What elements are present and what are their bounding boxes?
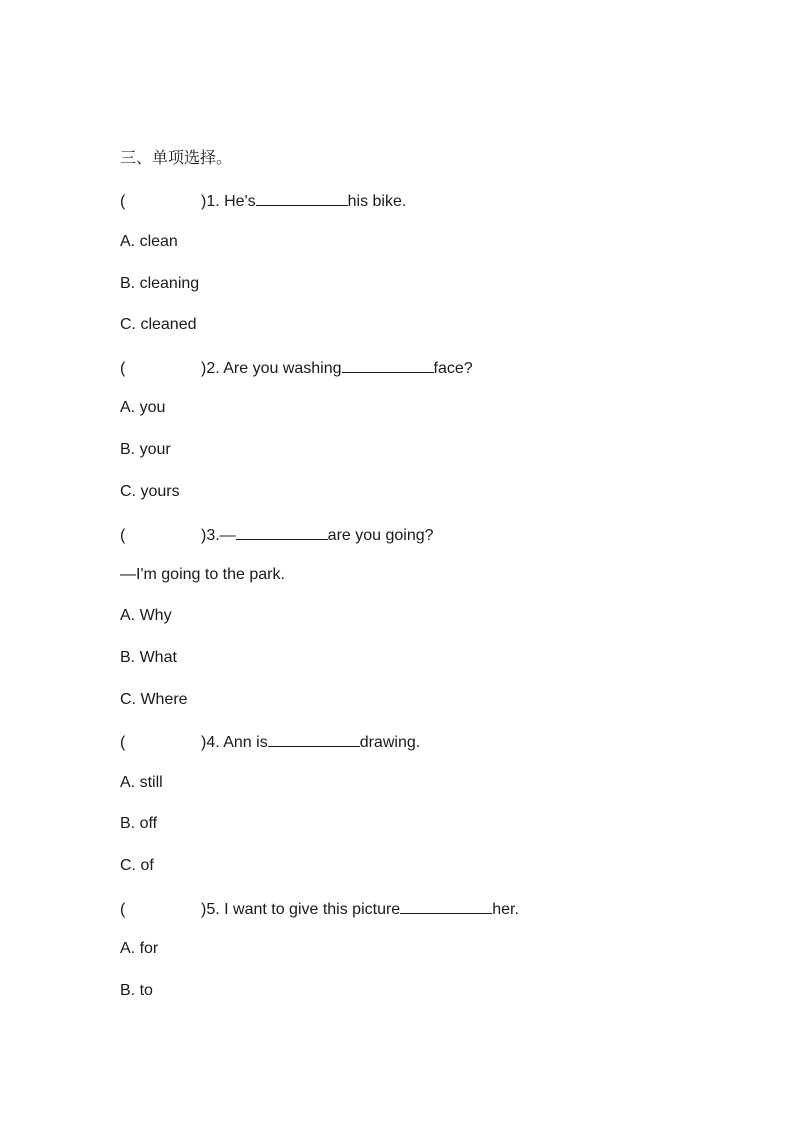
question-1-after-blank: his bike. bbox=[347, 193, 407, 210]
question-2-text: 2. Are you washing bbox=[206, 360, 342, 377]
question-3-after-blank: are you going? bbox=[327, 527, 434, 544]
question-4-option-c: C. of bbox=[120, 857, 154, 874]
question-5-option-a: A. for bbox=[120, 940, 159, 957]
question-4-text: 4. Ann is bbox=[206, 734, 268, 751]
question-5-blank bbox=[400, 898, 492, 914]
question-3-text: 3.— bbox=[206, 527, 236, 544]
question-5 bbox=[120, 898, 519, 920]
answer-paren-close: ) bbox=[201, 734, 207, 751]
question-1-text: 1. He's bbox=[206, 193, 256, 210]
answer-paren-close: ) bbox=[201, 360, 207, 377]
question-3-reply: —I'm going to the park. bbox=[120, 566, 285, 583]
question-1-blank bbox=[256, 190, 348, 206]
question-4-blank bbox=[268, 731, 360, 747]
question-4-option-a: A. still bbox=[120, 774, 163, 791]
question-2 bbox=[120, 357, 473, 379]
answer-paren-open: ( bbox=[120, 734, 126, 751]
question-4-option-b: B. off bbox=[120, 815, 158, 832]
question-3-blank bbox=[236, 524, 328, 540]
question-5-after-blank: her. bbox=[492, 901, 519, 918]
question-1 bbox=[120, 190, 406, 212]
answer-paren-open: ( bbox=[120, 527, 126, 544]
answer-paren-close: ) bbox=[201, 527, 207, 544]
answer-paren-close: ) bbox=[201, 193, 207, 210]
section-title: 三、单项选择。 bbox=[120, 148, 233, 167]
question-2-after-blank: face? bbox=[433, 360, 473, 377]
question-4 bbox=[120, 731, 420, 753]
question-3-option-c: C. Where bbox=[120, 691, 188, 708]
question-1-option-a: A. clean bbox=[120, 233, 178, 250]
question-2-blank bbox=[342, 357, 434, 373]
answer-paren-open: ( bbox=[120, 193, 126, 210]
question-3 bbox=[120, 524, 434, 546]
question-1-option-c: C. cleaned bbox=[120, 316, 197, 333]
question-2-option-c: C. yours bbox=[120, 483, 180, 500]
question-2-option-b: B. your bbox=[120, 441, 171, 458]
question-2-option-a: A. you bbox=[120, 399, 166, 416]
answer-paren-open: ( bbox=[120, 360, 126, 377]
question-3-option-b: B. What bbox=[120, 649, 177, 666]
question-5-option-b: B. to bbox=[120, 982, 153, 999]
question-5-text: 5. I want to give this picture bbox=[206, 901, 401, 918]
question-4-after-blank: drawing. bbox=[359, 734, 421, 751]
answer-paren-open: ( bbox=[120, 901, 126, 918]
answer-paren-close: ) bbox=[201, 901, 207, 918]
question-1-option-b: B. cleaning bbox=[120, 275, 200, 292]
question-3-option-a: A. Why bbox=[120, 607, 172, 624]
